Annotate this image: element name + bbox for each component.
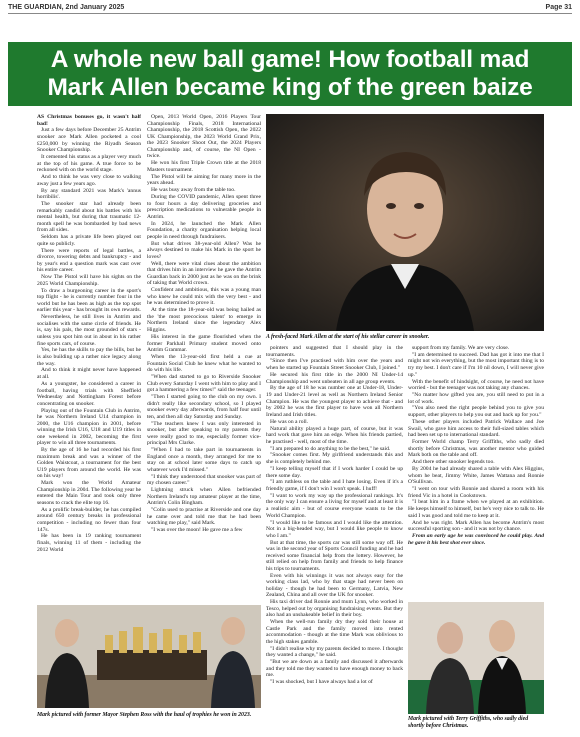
- article-paragraph: By any standard 2021 was Mark's 'annus horribilis'.: [37, 187, 141, 201]
- article-paragraph: "Colin used to practise at Riverside and one day he came over and told me that he had been watching me play," said Mark.: [147, 507, 261, 527]
- article-column-2: [147, 114, 261, 601]
- headline-line-2: Mark Allen became king of the green baize: [47, 74, 533, 101]
- article-paragraph: These other players included Patrick Wallace and Joe Swail, who gave him access to their full-sized tables which had been set up to international standard.: [408, 418, 544, 439]
- article-paragraph: In 2024, he launched the Mark Allen Foundation, a charity organisation helping local people in need through fundraisers.: [147, 220, 261, 240]
- article-paragraph: During the COVID pandemic, Allen spent three to four hours a day delivering groceries and prescription medications to vulnerable people in Antrim.: [147, 194, 261, 220]
- article-paragraph: "The teachers knew I was only interested in snooker, but after speaking to my parents they were really good to me, especially former vice-principal Mrs Clarke.: [147, 420, 261, 447]
- article-paragraph: "I was over the moon! He gave me a few: [151, 527, 243, 534]
- article-paragraph: "I was shocked, but I have always had a lot of: [270, 679, 373, 686]
- article-paragraph: Confident and ambitious, this was a young man who knew he could mix with the very best - and he was determined to prove it.: [147, 287, 261, 307]
- article-paragraph: When the 13-year-old first held a cue at Fountain Social Club he knew what he wanted to do with his life.: [147, 353, 261, 374]
- article-paragraph: Lightning struck when Allen befriended Northern Ireland's top amateur player at the time, Antrim's Colin Bingham.: [147, 487, 261, 507]
- article-paragraph: "But we are down as a family and discussed it afterwards and they told me they wanted to have enough money to back me.: [266, 659, 403, 679]
- headline-line-1: A whole new ball game! How football mad: [50, 46, 530, 73]
- griffiths-caption: Mark pictured with Terry Griffiths, who sadly died shortly before Christmas.: [408, 716, 529, 729]
- article-paragraph: "You also need the right people behind you to give you support, other players to help you out and back up for you.": [408, 405, 544, 419]
- article-paragraph: "I am determined to succeed. Dad has got it into me that I might not win everything, but the most important thing is to try my best. I don't care if I'm 10 nil down, I will never give up.": [408, 351, 544, 378]
- article-paragraph: "When I had to take part in tournaments in England once a month, they arranged for me to stay on at school later some days to catch up whatever work I'd missed.": [147, 447, 261, 473]
- article-paragraph: The snooker star had already been remarkably candid about his battles with his mental health, but during that traumatic 12-month spell he was bombarded by bad news from all sides.: [37, 201, 141, 234]
- article-paragraph: "I am prepared to do anything to be the best," he said.: [270, 445, 391, 452]
- lead-paragraph: AS Christmas bonuses go, it wasn't half bad!: [37, 114, 141, 127]
- article-paragraph: There were reports of legal battles, a divorce, towering debts and bankruptcy - and by year's end a question mark was cast over his entire career.: [37, 247, 141, 274]
- article-paragraph: support from my family. We are very close.: [412, 345, 510, 351]
- article-column-1: [37, 114, 141, 601]
- article-paragraph: "I would like to be famous and I would like the attention. Not in a big-headed way, but I would like people to know who I am.": [266, 519, 403, 539]
- article-paragraph: Yes, he has the skills to pay the bills, but he is also building up a rather nice legacy along the way.: [37, 347, 141, 367]
- article-paragraph: As a youngster, he considered a career in football, having trials with Sheffield Wednesday and Nottingham Forest before concentrating on snooker.: [37, 380, 141, 407]
- article-paragraph: Nevertheless, he still lives in Antrim and socialises with the same circle of friends. He is, say his pals, the most grounded of stars - unless you spot him out in about in his rather fine sports cars, of course.: [37, 314, 141, 347]
- article-paragraph: Seldom has a private life been played out quite so publicly.: [37, 234, 141, 247]
- trophy-caption: Mark pictured with former Mayor Stephen Ross with the haul of trophies he won in 2023.: [37, 712, 252, 718]
- article-paragraph: "No matter how gifted you are, you still need to put in a lot of work.: [408, 392, 544, 405]
- article-paragraph: At the time the 18-year-old was being hailed as the 'the most precocious talent' to emerge in Northern Ireland since the legendary Alex Higgins.: [147, 307, 261, 334]
- trophy-image: [37, 605, 261, 708]
- page-header: [8, 2, 572, 14]
- article-paragraph: "I am ruthless on the table and I hate losing. Even if it's a friendly game, if I don't win I won't speak. I huff!: [266, 479, 403, 492]
- article-paragraph: His taxi driver dad Ronnie and mum Lynn, who worked in Tesco, helped out by organising fundraising events. But they also had an unshakeable belief in their boy.: [266, 599, 403, 619]
- article-paragraph: He secured his first title in the 2000 NI Under-14 Championship and went unbeaten in all age group events.: [266, 371, 403, 385]
- article-paragraph: As a prolific break-builder, he has compiled around 650 century breaks in professional competition - including no fewer than four 147s.: [37, 506, 141, 533]
- article-paragraph: He was busy away from the table too.: [151, 187, 236, 194]
- article-paragraph: He won his first Triple Crown title at the 2018 Masters tournament.: [147, 160, 261, 173]
- article-paragraph: Playing out of the Fountain Club in Antrim, he was Northern Ireland U14 champion in 2000, the U16 champion in 2001, before winning the Irish U16, U18 and U19 titles in one weekend in 2002, becoming the first player to win all three tournaments.: [37, 407, 141, 447]
- article-paragraph: pointers and suggested that I should play in the tournaments.: [266, 345, 403, 358]
- article-paragraph: Open, 2013 World Open, 2016 Players Tour Championship Finals, 2018 International Championship, the 2018 Scottish Open, the 2022 UK Championship, the 2023 World Grand Prix, the 2023 Snooker Shoot Out, the 2024 Players Championship and, of course, the NI Open - twice.: [147, 114, 261, 160]
- portrait-photo: [266, 114, 544, 331]
- headline-banner: [8, 42, 572, 106]
- article-paragraph: And there other snooker legends too.: [412, 459, 495, 466]
- article-paragraph: "Then I started going to the club on my own. I didn't really like secondary school, so I played snooker every day afterwards, from half four until ten, and then all day Saturday and Sunday.: [147, 394, 261, 420]
- publication-line: THE GUARDIAN, 2nd January 2025: [8, 4, 125, 11]
- portrait-image: [266, 114, 544, 331]
- article-paragraph: And to think he was very close to walking away just a few years ago.: [37, 174, 141, 187]
- article-paragraph: "When dad started to go to Riverside Snooker Club every Saturday I went with him to play and I got a hammering a few times!" said the teenager.: [147, 374, 261, 394]
- article-column-4: [408, 345, 544, 600]
- article-paragraph: With the benefit of hindsight, of course, he need not have worried - but the teenager was not taking any chances.: [408, 378, 544, 392]
- article-paragraph: Now The Pistol will have his sights on the 2025 World Championship.: [37, 274, 141, 287]
- article-paragraph: Just a few days before December 25 Antrim snooker ace Mark Allen pocketed a cool £250,000 by winning the Riyadh Season Snooker Championship.: [37, 127, 141, 154]
- closing-pullquote: From an early age he was convinced he could play. And he gave it his best shot ever since.: [408, 533, 544, 546]
- griffiths-image: [408, 602, 544, 714]
- trophy-photo: [37, 605, 261, 708]
- article-paragraph: By 2004 he had already shared a table with Alex Higgins, whom he beat, Jimmy White, James Wattana and Ronnie O'Sullivan.: [408, 465, 544, 486]
- article-paragraph: "I went on tour with Ronnie and shared a room with his friend Vic in a hotel in Cookstown.: [408, 486, 544, 499]
- article-paragraph: By the age of 18 he was number one at Under-18, Under-19 and Under-21 level as well as Northern Ireland Senior Champion. He was the youngest player to achieve that - and by 2002 he was the first player to have won all Northern Ireland and Irish titles.: [266, 385, 403, 418]
- article-paragraph: Even with his winnings it was not always easy for the working class lad, who by that stage had never been on holiday - though he had been to Germany, Latvia, New Zealand, China and all over the UK for snooker.: [266, 572, 403, 599]
- article-column-3: [266, 345, 403, 733]
- article-paragraph: His interest in the game flourished when the former Parkhall Primary student moved onto Antrim Grammar.: [147, 333, 261, 354]
- article-paragraph: To draw a burgeoning career in the sport's top flight - he is currently number four in the world but he has been as high as the top spot earlier this year - has brought its own rewards.: [37, 287, 141, 314]
- griffiths-photo: [408, 602, 544, 714]
- article-paragraph: When the well-run family dry they sold their house at Castle Park and the family moved into rented accommodation - though at the time Mark was oblivious to the high stakes gamble.: [266, 619, 403, 645]
- article-paragraph: "Since then I've practised with him over the years and when he started up Fountain Street Snooker Club, I joined.": [266, 358, 403, 372]
- article-paragraph: He has been in 19 ranking tournament finals, winning 11 of them - including the 2012 World: [37, 533, 141, 553]
- article-paragraph: The Pistol will be aiming for many more in the years ahead.: [147, 173, 261, 187]
- article-paragraph: "I want to work my way up the professional rankings. It's the only way I can ensure a living for myself and at least it is a realistic aim - but of course everyone wants to be the World Champion.: [266, 492, 403, 519]
- page-number: Page 31: [545, 4, 572, 11]
- article-paragraph: "I keep telling myself that if I work harder I could be up there some day.: [266, 465, 403, 479]
- article-paragraph: "I beat him in a frame when we played at an exhibition. He keeps himself to himself, but he's very nice to talk to. He said I was good and told me to keep at it.: [408, 499, 544, 519]
- article-paragraph: Former World champ Terry Griffiths, who sadly died shortly before Christmas, was another mentor who guided Mark both on the table and off.: [408, 439, 544, 459]
- article-paragraph: "I didn't realise why my parents decided to move. I thought they wanted a change," he said.: [266, 645, 403, 659]
- article-paragraph: But at that time, the sports car was still some way off. He was in the second year of Sports Council funding and he had received some financial help from the lottery. However, he still relied on help from family and friends to help finance his trips to tournaments.: [266, 539, 403, 572]
- portrait-caption: A fresh-faced Mark Allen at the start of his stellar career in snooker.: [266, 334, 430, 340]
- article-paragraph: He was on a roll.: [270, 418, 309, 425]
- article-paragraph: It cemented his status as a player very much at the top of his game. A true force to be reckoned with on the world stage.: [37, 154, 141, 174]
- article-paragraph: Mark won the World Amateur Championship in 2004. The following year he entered the Main Tour and took only three seasons to crack the elite top 16.: [37, 480, 141, 506]
- article-paragraph: Well, there were vital clues about the ambition that drives him in an interview he gave the Antrim Guardian back in 2000 just as he was on the brink of taking that World crown.: [147, 260, 261, 287]
- article-paragraph: "Snooker comes first. My girlfriend understands this and she is completely behind me.: [266, 452, 403, 466]
- article-paragraph: "I think they understood that snooker was part of my chosen career.": [147, 473, 261, 487]
- article-paragraph: By the age of 16 he had recorded his first maximum break and was a winner of the Golden Waistcoat, a tournament for the best U19 players from around the world. He was on his way!: [37, 447, 141, 480]
- article-paragraph: Natural ability played a huge part, of course, but it was hard work that gave him an edge. When his friends partied, he practised - well, most of the time.: [266, 425, 403, 445]
- article-paragraph: And he was right. Mark Allen has become Antrim's most successful sporting son - and it was not by chance.: [408, 519, 544, 533]
- article-paragraph: And to think it might never have happened at all.: [37, 367, 141, 381]
- article-paragraph: But what drives 38-year-old Allen? Was he always destined to make his Mark in the sport he loves?: [147, 240, 261, 260]
